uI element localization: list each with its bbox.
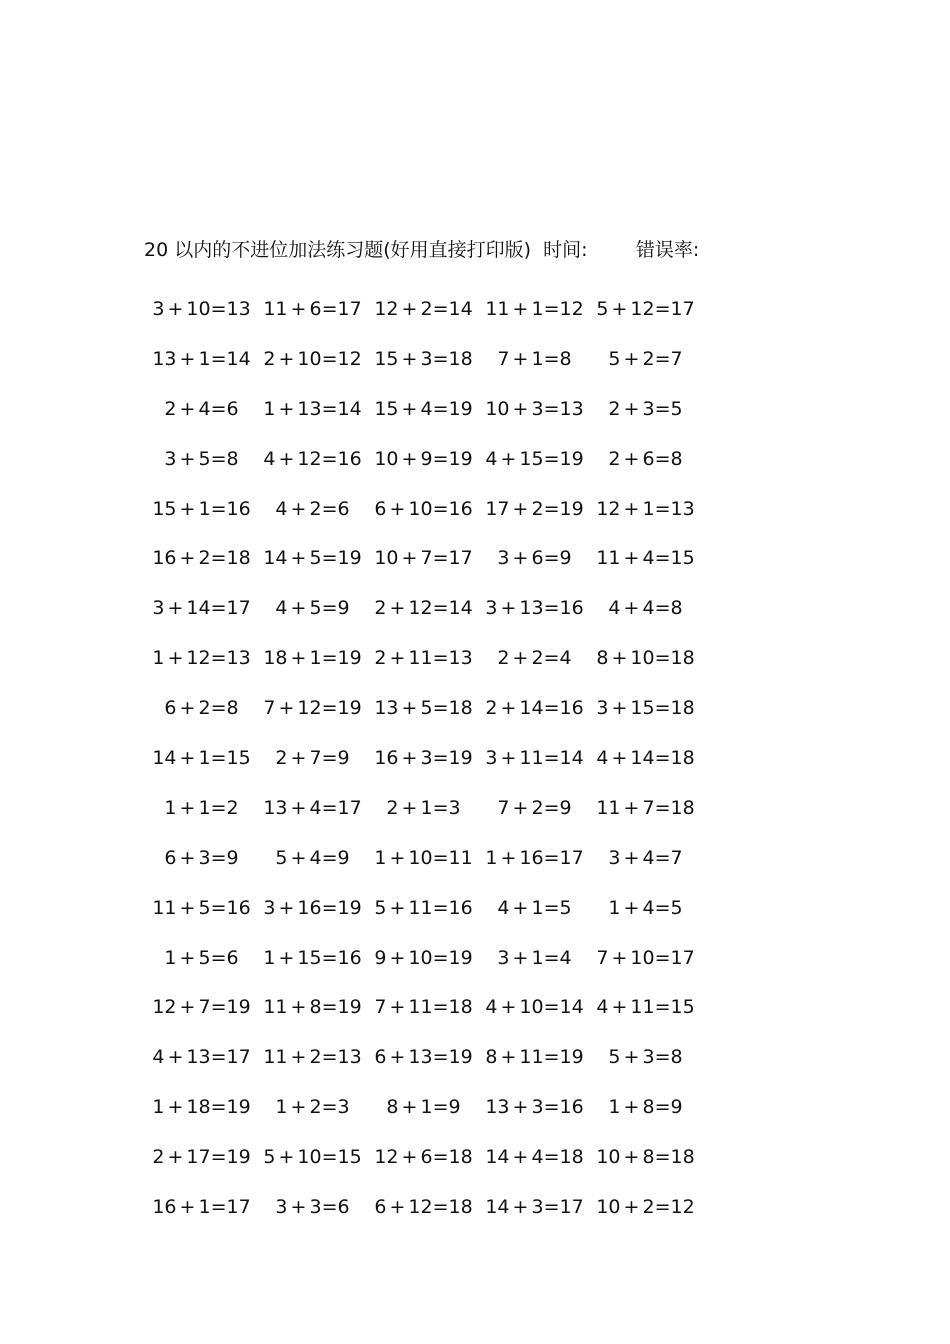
equation-cell: 7 + 10=17: [596, 946, 695, 969]
equation-cell: 11 + 5=16: [152, 896, 251, 919]
equation-cell: 6 + 10=16: [374, 497, 473, 520]
equation-cell: 3 + 3=6: [275, 1195, 350, 1218]
equation-row: [146, 484, 706, 534]
equation-cell: 10 + 3=13: [485, 397, 584, 420]
equation-cell: 12 + 1=13: [596, 497, 695, 520]
equation-cell: 10 + 2=12: [596, 1195, 695, 1218]
equation-row: [146, 384, 706, 434]
equation-cell: 10 + 7=17: [374, 547, 473, 570]
equation-row: [146, 434, 706, 484]
equation-cell: 3 + 4=7: [608, 846, 683, 869]
equation-cell: 11 + 4=15: [596, 547, 695, 570]
equation-cell: 7 + 12=19: [263, 697, 362, 720]
equation-cell: 11 + 1=12: [485, 297, 584, 320]
equation-row: [146, 733, 706, 783]
equation-cell: 16 + 1=17: [152, 1195, 251, 1218]
equation-cell: 4 + 2=6: [275, 497, 350, 520]
equation-cell: 1 + 5=6: [164, 946, 239, 969]
equation-cell: 4 + 12=16: [263, 447, 362, 470]
equation-cell: 1 + 2=3: [275, 1096, 350, 1119]
equation-cell: 6 + 2=8: [164, 697, 239, 720]
equation-cell: 2 + 17=19: [152, 1146, 251, 1169]
equation-cell: 5 + 2=7: [608, 347, 683, 370]
equation-grid: [146, 284, 706, 1232]
equation-row: [146, 683, 706, 733]
equation-cell: 13 + 4=17: [263, 796, 362, 819]
equation-cell: 2 + 6=8: [608, 447, 683, 470]
equation-cell: 8 + 10=18: [596, 647, 695, 670]
equation-cell: 5 + 10=15: [263, 1146, 362, 1169]
equation-cell: 15 + 1=16: [152, 497, 251, 520]
equation-cell: 4 + 5=9: [275, 597, 350, 620]
equation-cell: 12 + 2=14: [374, 297, 473, 320]
equation-cell: 8 + 1=9: [386, 1096, 461, 1119]
equation-cell: 4 + 14=18: [596, 746, 695, 769]
equation-cell: 13 + 3=16: [485, 1096, 584, 1119]
equation-cell: 4 + 10=14: [485, 996, 584, 1019]
equation-cell: 11 + 6=17: [263, 297, 362, 320]
equation-row: [146, 783, 706, 833]
equation-cell: 4 + 13=17: [152, 1046, 251, 1069]
equation-cell: 10 + 8=18: [596, 1146, 695, 1169]
equation-cell: 18 + 1=19: [263, 647, 362, 670]
equation-cell: 3 + 10=13: [152, 297, 251, 320]
equation-cell: 17 + 2=19: [485, 497, 584, 520]
equation-row: [146, 533, 706, 583]
equation-cell: 11 + 8=19: [263, 996, 362, 1019]
equation-row: [146, 833, 706, 883]
equation-cell: 12 + 7=19: [152, 996, 251, 1019]
equation-cell: 1 + 10=11: [374, 846, 473, 869]
equation-row: [146, 284, 706, 334]
equation-cell: 14 + 5=19: [263, 547, 362, 570]
equation-cell: 10 + 9=19: [374, 447, 473, 470]
equation-cell: 9 + 10=19: [374, 946, 473, 969]
equation-cell: 4 + 11=15: [596, 996, 695, 1019]
equation-cell: 14 + 4=18: [485, 1146, 584, 1169]
equation-cell: 5 + 12=17: [596, 297, 695, 320]
equation-cell: 2 + 11=13: [374, 647, 473, 670]
equation-cell: 1 + 12=13: [152, 647, 251, 670]
equation-cell: 2 + 4=6: [164, 397, 239, 420]
equation-cell: 3 + 14=17: [152, 597, 251, 620]
worksheet-title: 20 以内的不进位加法练习题(好用直接打印版) 时间: 错误率:: [144, 239, 700, 261]
equation-cell: 3 + 13=16: [485, 597, 584, 620]
equation-cell: 6 + 12=18: [374, 1195, 473, 1218]
equation-cell: 16 + 2=18: [152, 547, 251, 570]
equation-cell: 1 + 18=19: [152, 1096, 251, 1119]
equation-cell: 14 + 3=17: [485, 1195, 584, 1218]
equation-cell: 13 + 1=14: [152, 347, 251, 370]
equation-cell: 15 + 3=18: [374, 347, 473, 370]
equation-cell: 5 + 11=16: [374, 896, 473, 919]
equation-row: [146, 883, 706, 933]
equation-cell: 8 + 11=19: [485, 1046, 584, 1069]
equation-row: [146, 1182, 706, 1232]
equation-cell: 5 + 4=9: [275, 846, 350, 869]
equation-cell: 4 + 4=8: [608, 597, 683, 620]
equation-cell: 3 + 5=8: [164, 447, 239, 470]
equation-cell: 2 + 7=9: [275, 746, 350, 769]
equation-cell: 14 + 1=15: [152, 746, 251, 769]
equation-cell: 2 + 14=16: [485, 697, 584, 720]
equation-cell: 3 + 6=9: [497, 547, 572, 570]
equation-cell: 11 + 2=13: [263, 1046, 362, 1069]
equation-cell: 2 + 3=5: [608, 397, 683, 420]
equation-cell: 2 + 1=3: [386, 796, 461, 819]
equation-cell: 3 + 1=4: [497, 946, 572, 969]
equation-cell: 3 + 11=14: [485, 746, 584, 769]
equation-row: [146, 1032, 706, 1082]
equation-row: [146, 933, 706, 983]
equation-cell: 2 + 2=4: [497, 647, 572, 670]
equation-cell: 1 + 15=16: [263, 946, 362, 969]
equation-cell: 2 + 12=14: [374, 597, 473, 620]
equation-cell: 4 + 15=19: [485, 447, 584, 470]
equation-row: [146, 982, 706, 1032]
equation-cell: 2 + 10=12: [263, 347, 362, 370]
equation-cell: 12 + 6=18: [374, 1146, 473, 1169]
equation-cell: 1 + 1=2: [164, 796, 239, 819]
equation-cell: 7 + 2=9: [497, 796, 572, 819]
equation-row: [146, 1082, 706, 1132]
equation-cell: 1 + 4=5: [608, 896, 683, 919]
equation-cell: 16 + 3=19: [374, 746, 473, 769]
equation-cell: 7 + 11=18: [374, 996, 473, 1019]
equation-cell: 5 + 3=8: [608, 1046, 683, 1069]
equation-cell: 6 + 3=9: [164, 846, 239, 869]
equation-cell: 1 + 16=17: [485, 846, 584, 869]
equation-cell: 3 + 16=19: [263, 896, 362, 919]
equation-cell: 11 + 7=18: [596, 796, 695, 819]
equation-row: [146, 633, 706, 683]
equation-cell: 15 + 4=19: [374, 397, 473, 420]
equation-row: [146, 334, 706, 384]
equation-cell: 1 + 13=14: [263, 397, 362, 420]
equation-cell: 3 + 15=18: [596, 697, 695, 720]
equation-row: [146, 1132, 706, 1182]
equation-cell: 4 + 1=5: [497, 896, 572, 919]
equation-cell: 1 + 8=9: [608, 1096, 683, 1119]
equation-cell: 13 + 5=18: [374, 697, 473, 720]
equation-cell: 6 + 13=19: [374, 1046, 473, 1069]
equation-cell: 7 + 1=8: [497, 347, 572, 370]
equation-row: [146, 583, 706, 633]
